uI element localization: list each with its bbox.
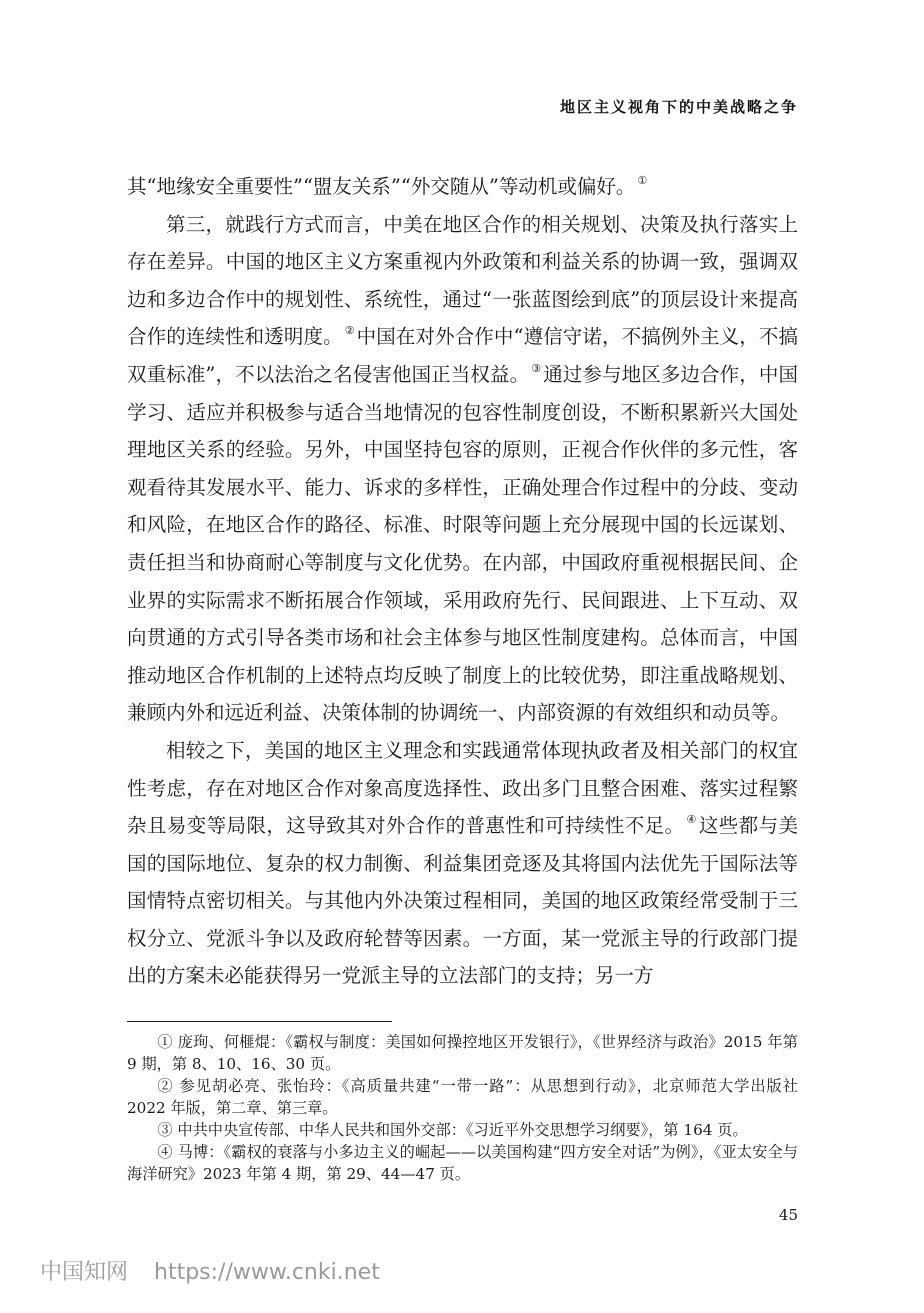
page-number: 45 bbox=[778, 1206, 798, 1224]
footnote-marker[interactable]: ③ bbox=[531, 361, 542, 375]
footnote-marker[interactable]: ① bbox=[637, 174, 648, 187]
paragraph-text: 通过参与地区多边合作，中国学习、适应并积极参与适合当地情况的包容性制度创设，不断积累新兴大国处理地区关系的经验。另外，中国坚持包容的原则，正视合作伙伴的多元性，客观看待其发展水平、能力、诉求的多样性，正确处理合作过程中的分歧、变动和风险，在地区合作的路径、标准、时限等问题上充分展现中国的长远谋划、责任担当和协商耐心等制度与文化优势。在内部，中国政府重视根据民间、企业界的实际需求不断拓展合作领域，采用政府先行、民间跟进、上下互动、双向贯通的方式引导各类市场和社会主体参与地区性制度建构。总体而言，中国推动地区合作机制的上述特点均反映了制度上的比较优势，即注重战略规划、兼顾内外和远近利益、决策体制的协调统一、内部资源的有效组织和动员等。 bbox=[127, 362, 798, 725]
paragraph-text: 这些都与美国的国际地位、复杂的权力制衡、利益集团竞逐及其将国内法优先于国际法等国情特点密切相关。与其他内外决策过程相同，美国的地区政策经常受制于三权分立、党派斗争以及政府轮替等因素。一方面，某一党派主导的行政部门提出的方案未必能获得另一党派主导的立法部门的支持；另一方 bbox=[127, 814, 798, 988]
footnote: ① 庞珣、何榧焜：《霸权与制度：美国如何操控地区开发银行》，《世界经济与政治》2015 年第 9 期，第 8、10、16、30 页。 bbox=[127, 1033, 798, 1073]
footnote: ④ 马博：《霸权的衰落与小多边主义的崛起——以美国构建“四方安全对话”为例》，《亚太安全与海洋研究》2023 年第 4 期，第 29、44—47 页。 bbox=[127, 1143, 798, 1183]
paragraph-text: 相较之下，美国的地区主义理念和实践通常体现执政者及相关部门的权宜性考虑，存在对地区合作对象高度选择性、政出多门且整合困难、落实过程繁杂且易变等局限，这导致其对外合作的普惠性和可持续性不足。 bbox=[127, 738, 798, 838]
paragraph bbox=[127, 206, 798, 732]
paragraph bbox=[127, 732, 798, 995]
running-head: 地区主义视角下的中美战略之争 bbox=[559, 98, 798, 116]
footnote-marker[interactable]: ② bbox=[344, 324, 355, 338]
footnote-divider bbox=[127, 1021, 392, 1022]
footnote: ② 参见胡必亮、张怡玲：《高质量共建“一带一路”：从思想到行动》，北京师范大学出版社 2022 年版，第二章、第三章。 bbox=[127, 1077, 798, 1117]
footnote: ③ 中共中央宣传部、中华人民共和国外交部：《习近平外交思想学习纲要》，第 164 页。 bbox=[157, 1121, 748, 1139]
paragraph-text: 第三，就践行方式而言，中美在地区合作的相关规划、决策及执行落实上存在差异。中国的地区主义方案重视内外政策和利益关系的协调一致，强调双边和多边合作中的规划性、系统性，通过“一张蓝图绘到底”的顶层设计来提高合作的连续性和透明度。 bbox=[127, 212, 798, 349]
paragraph-text: 中国在对外合作中“遵信守诺，不搞例外主义，不搞双重标准”，不以法治之名侵害他国正当权益。 bbox=[127, 325, 798, 386]
paragraph-text: 其“地缘安全重要性”“盟友关系”“外交随从”等动机或偏好。 bbox=[127, 175, 636, 198]
footnote-marker[interactable]: ④ bbox=[686, 813, 697, 827]
footnotes bbox=[127, 1031, 798, 1185]
paragraph bbox=[127, 168, 798, 206]
body-text bbox=[127, 168, 798, 995]
watermark bbox=[40, 1255, 380, 1286]
watermark-url: https://www.cnki.net bbox=[154, 1260, 380, 1285]
watermark-brand: 中国知网 bbox=[40, 1260, 129, 1285]
